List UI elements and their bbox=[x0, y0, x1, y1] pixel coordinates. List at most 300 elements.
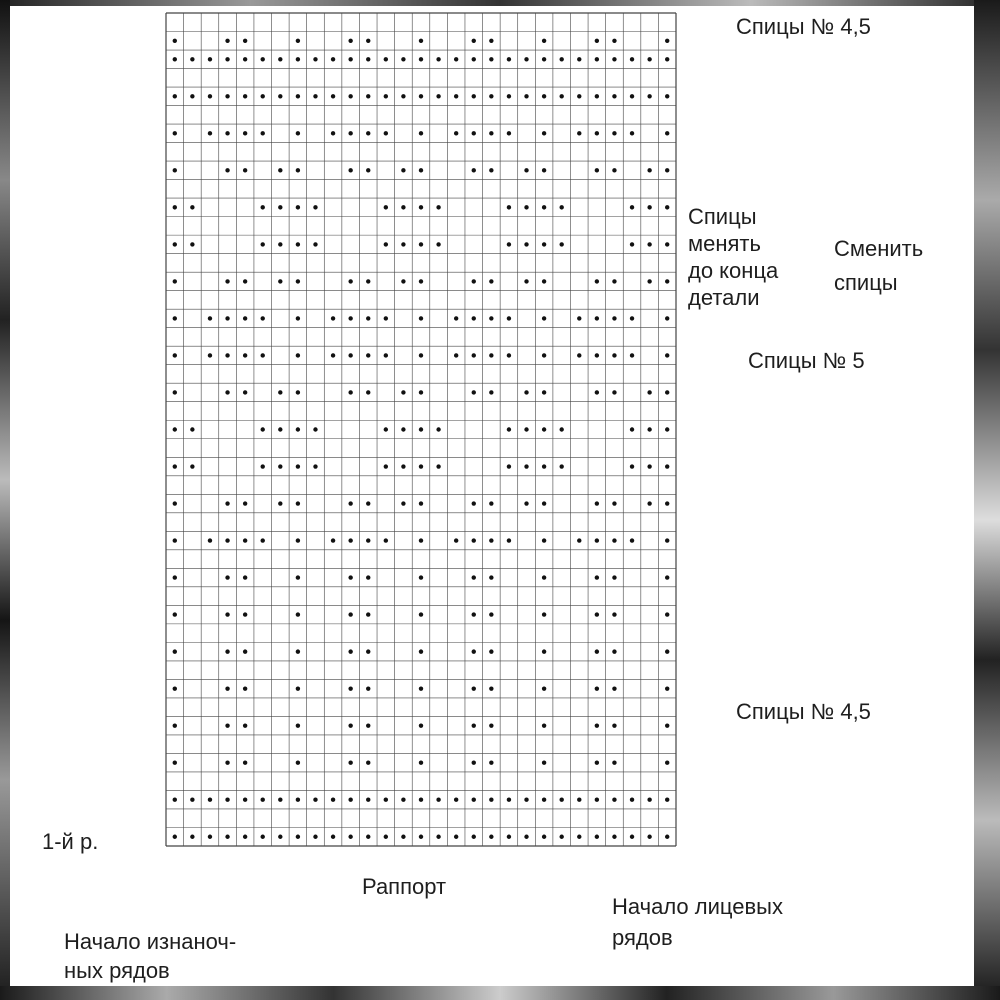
purl-dot bbox=[366, 39, 370, 43]
purl-dot bbox=[243, 761, 247, 765]
purl-dot bbox=[489, 168, 493, 172]
purl-dot bbox=[542, 501, 546, 505]
purl-dot bbox=[243, 835, 247, 839]
purl-dot bbox=[472, 279, 476, 283]
purl-dot bbox=[296, 427, 300, 431]
purl-dot bbox=[595, 612, 599, 616]
purl-dot bbox=[261, 538, 265, 542]
purl-dot bbox=[630, 464, 634, 468]
purl-dot bbox=[348, 353, 352, 357]
purl-dot bbox=[419, 501, 423, 505]
purl-dot bbox=[489, 612, 493, 616]
purl-dot bbox=[454, 798, 458, 802]
purl-dot bbox=[454, 57, 458, 61]
purl-dot bbox=[190, 94, 194, 98]
purl-dot bbox=[261, 798, 265, 802]
purl-dot bbox=[542, 168, 546, 172]
purl-dot bbox=[173, 279, 177, 283]
purl-dot bbox=[647, 835, 651, 839]
purl-dot bbox=[595, 168, 599, 172]
right-side-start-line2: рядов bbox=[612, 925, 673, 950]
purl-dot bbox=[542, 427, 546, 431]
purl-dot bbox=[243, 168, 247, 172]
purl-dot bbox=[419, 390, 423, 394]
purl-dot bbox=[595, 723, 599, 727]
purl-dot bbox=[348, 649, 352, 653]
purl-dot bbox=[665, 723, 669, 727]
purl-dot bbox=[419, 464, 423, 468]
purl-dot bbox=[173, 761, 177, 765]
purl-dot bbox=[595, 390, 599, 394]
purl-dot bbox=[542, 798, 546, 802]
purl-dot bbox=[313, 205, 317, 209]
purl-dot bbox=[243, 39, 247, 43]
purl-dot bbox=[419, 94, 423, 98]
purl-dot bbox=[647, 168, 651, 172]
purl-dot bbox=[472, 798, 476, 802]
purl-dot bbox=[595, 575, 599, 579]
purl-dot bbox=[419, 723, 423, 727]
purl-dot bbox=[384, 205, 388, 209]
purl-dot bbox=[348, 316, 352, 320]
purl-dot bbox=[612, 612, 616, 616]
purl-dot bbox=[612, 649, 616, 653]
purl-dot bbox=[665, 575, 669, 579]
purl-dot bbox=[243, 538, 247, 542]
purl-dot bbox=[331, 316, 335, 320]
purl-dot bbox=[401, 242, 405, 246]
purl-dot bbox=[261, 835, 265, 839]
purl-dot bbox=[225, 501, 229, 505]
purl-dot bbox=[507, 353, 511, 357]
change-until-end-line3: до конца bbox=[688, 258, 779, 283]
purl-dot bbox=[366, 723, 370, 727]
purl-dot bbox=[243, 649, 247, 653]
purl-dot bbox=[595, 279, 599, 283]
purl-dot bbox=[647, 205, 651, 209]
purl-dot bbox=[612, 575, 616, 579]
purl-dot bbox=[225, 538, 229, 542]
purl-dot bbox=[401, 464, 405, 468]
purl-dot bbox=[630, 242, 634, 246]
purl-dot bbox=[542, 390, 546, 394]
purl-dot bbox=[665, 168, 669, 172]
purl-dot bbox=[630, 427, 634, 431]
purl-dot bbox=[401, 168, 405, 172]
purl-dot bbox=[419, 279, 423, 283]
purl-dot bbox=[472, 723, 476, 727]
purl-dot bbox=[173, 686, 177, 690]
purl-dot bbox=[507, 94, 511, 98]
purl-dot bbox=[472, 649, 476, 653]
purl-dot bbox=[261, 353, 265, 357]
purl-dot bbox=[313, 242, 317, 246]
purl-dot bbox=[243, 353, 247, 357]
wrong-side-start-line2: ных рядов bbox=[64, 958, 170, 983]
purl-dot bbox=[313, 427, 317, 431]
purl-dot bbox=[524, 798, 528, 802]
purl-dot bbox=[208, 353, 212, 357]
purl-dot bbox=[278, 205, 282, 209]
purl-dot bbox=[348, 279, 352, 283]
purl-dot bbox=[190, 427, 194, 431]
purl-dot bbox=[489, 39, 493, 43]
purl-dot bbox=[384, 94, 388, 98]
purl-dot bbox=[507, 131, 511, 135]
purl-dot bbox=[243, 798, 247, 802]
purl-dot bbox=[559, 427, 563, 431]
purl-dot bbox=[331, 538, 335, 542]
purl-dot bbox=[524, 205, 528, 209]
purl-dot bbox=[296, 353, 300, 357]
purl-dot bbox=[595, 57, 599, 61]
purl-dot bbox=[454, 316, 458, 320]
purl-dot bbox=[542, 353, 546, 357]
purl-dot bbox=[384, 464, 388, 468]
purl-dot bbox=[208, 538, 212, 542]
purl-dot bbox=[366, 649, 370, 653]
purl-dot bbox=[384, 538, 388, 542]
purl-dot bbox=[243, 94, 247, 98]
purl-dot bbox=[366, 168, 370, 172]
purl-dot bbox=[173, 131, 177, 135]
purl-dot bbox=[665, 353, 669, 357]
purl-dot bbox=[313, 798, 317, 802]
purl-dot bbox=[261, 464, 265, 468]
purl-dot bbox=[489, 57, 493, 61]
purl-dot bbox=[348, 612, 352, 616]
purl-dot bbox=[489, 798, 493, 802]
purl-dot bbox=[507, 242, 511, 246]
purl-dot bbox=[419, 835, 423, 839]
purl-dot bbox=[542, 39, 546, 43]
purl-dot bbox=[190, 835, 194, 839]
purl-dot bbox=[173, 427, 177, 431]
purl-dot bbox=[348, 538, 352, 542]
purl-dot bbox=[243, 131, 247, 135]
purl-dot bbox=[559, 57, 563, 61]
purl-dot bbox=[173, 205, 177, 209]
change-until-end-line1: Спицы bbox=[688, 204, 757, 229]
purl-dot bbox=[419, 168, 423, 172]
purl-dot bbox=[524, 427, 528, 431]
purl-dot bbox=[366, 390, 370, 394]
purl-dot bbox=[647, 390, 651, 394]
purl-dot bbox=[225, 835, 229, 839]
purl-dot bbox=[507, 464, 511, 468]
purl-dot bbox=[647, 501, 651, 505]
purl-dot bbox=[348, 39, 352, 43]
purl-dot bbox=[208, 798, 212, 802]
purl-dot bbox=[296, 390, 300, 394]
purl-dot bbox=[507, 316, 511, 320]
purl-dot bbox=[278, 279, 282, 283]
change-needles-line1: Сменить bbox=[834, 236, 924, 261]
purl-dot bbox=[577, 131, 581, 135]
purl-dot bbox=[630, 798, 634, 802]
purl-dot bbox=[542, 94, 546, 98]
purl-dot bbox=[472, 835, 476, 839]
purl-dot bbox=[472, 538, 476, 542]
purl-dot bbox=[489, 538, 493, 542]
purl-dot bbox=[436, 94, 440, 98]
first-row-label: 1-й р. bbox=[42, 829, 99, 854]
purl-dot bbox=[419, 686, 423, 690]
purl-dot bbox=[348, 131, 352, 135]
needles-size-top-label: Спицы № 4,5 bbox=[736, 14, 871, 39]
purl-dot bbox=[612, 39, 616, 43]
purl-dot bbox=[647, 242, 651, 246]
purl-dot bbox=[225, 390, 229, 394]
purl-dot bbox=[366, 761, 370, 765]
purl-dot bbox=[524, 279, 528, 283]
purl-dot bbox=[401, 501, 405, 505]
purl-dot bbox=[296, 798, 300, 802]
purl-dot bbox=[190, 798, 194, 802]
purl-dot bbox=[243, 686, 247, 690]
purl-dot bbox=[419, 131, 423, 135]
purl-dot bbox=[647, 279, 651, 283]
purl-dot bbox=[173, 353, 177, 357]
purl-dot bbox=[595, 761, 599, 765]
purl-dot bbox=[331, 353, 335, 357]
purl-dot bbox=[225, 316, 229, 320]
purl-dot bbox=[419, 612, 423, 616]
purl-dot bbox=[173, 612, 177, 616]
purl-dot bbox=[542, 242, 546, 246]
purl-dot bbox=[261, 242, 265, 246]
purl-dot bbox=[225, 723, 229, 727]
purl-dot bbox=[665, 761, 669, 765]
purl-dot bbox=[612, 723, 616, 727]
purl-dot bbox=[454, 131, 458, 135]
purl-dot bbox=[173, 390, 177, 394]
purl-dot bbox=[489, 723, 493, 727]
purl-dot bbox=[296, 761, 300, 765]
purl-dot bbox=[612, 798, 616, 802]
purl-dot bbox=[612, 279, 616, 283]
purl-dot bbox=[384, 427, 388, 431]
purl-dot bbox=[348, 686, 352, 690]
purl-dot bbox=[208, 316, 212, 320]
purl-dot bbox=[489, 316, 493, 320]
purl-dot bbox=[296, 39, 300, 43]
purl-dot bbox=[647, 798, 651, 802]
purl-dot bbox=[296, 168, 300, 172]
purl-dot bbox=[261, 205, 265, 209]
purl-dot bbox=[348, 168, 352, 172]
purl-dot bbox=[331, 835, 335, 839]
purl-dot bbox=[542, 612, 546, 616]
purl-dot bbox=[665, 131, 669, 135]
purl-dot bbox=[489, 575, 493, 579]
purl-dot bbox=[296, 501, 300, 505]
purl-dot bbox=[278, 501, 282, 505]
purl-dot bbox=[472, 316, 476, 320]
purl-dot bbox=[612, 538, 616, 542]
purl-dot bbox=[225, 686, 229, 690]
purl-dot bbox=[296, 279, 300, 283]
purl-dot bbox=[559, 835, 563, 839]
purl-dot bbox=[595, 316, 599, 320]
purl-dot bbox=[472, 94, 476, 98]
purl-dot bbox=[296, 94, 300, 98]
purl-dot bbox=[665, 390, 669, 394]
purl-dot bbox=[612, 835, 616, 839]
purl-dot bbox=[296, 242, 300, 246]
purl-dot bbox=[366, 798, 370, 802]
purl-dot bbox=[612, 57, 616, 61]
purl-dot bbox=[665, 427, 669, 431]
purl-dot bbox=[173, 316, 177, 320]
change-until-end-line2: менять bbox=[688, 231, 761, 256]
purl-dot bbox=[401, 390, 405, 394]
purl-dot bbox=[225, 798, 229, 802]
purl-dot bbox=[243, 279, 247, 283]
purl-dot bbox=[173, 649, 177, 653]
purl-dot bbox=[419, 39, 423, 43]
purl-dot bbox=[225, 353, 229, 357]
purl-dot bbox=[665, 798, 669, 802]
purl-dot bbox=[419, 649, 423, 653]
purl-dot bbox=[577, 798, 581, 802]
purl-dot bbox=[313, 464, 317, 468]
purl-dot bbox=[542, 316, 546, 320]
change-until-end-line4: детали bbox=[688, 285, 760, 310]
purl-dot bbox=[524, 835, 528, 839]
purl-dot bbox=[225, 279, 229, 283]
purl-dot bbox=[665, 57, 669, 61]
purl-dot bbox=[190, 205, 194, 209]
purl-dot bbox=[331, 94, 335, 98]
change-needles-line2: спицы bbox=[834, 270, 898, 295]
purl-dot bbox=[278, 94, 282, 98]
purl-dot bbox=[507, 57, 511, 61]
purl-dot bbox=[419, 242, 423, 246]
purl-dot bbox=[436, 798, 440, 802]
purl-dot bbox=[665, 649, 669, 653]
purl-dot bbox=[278, 390, 282, 394]
purl-dot bbox=[559, 205, 563, 209]
purl-dot bbox=[296, 723, 300, 727]
purl-dot bbox=[296, 686, 300, 690]
purl-dot bbox=[331, 798, 335, 802]
purl-dot bbox=[612, 353, 616, 357]
purl-dot bbox=[296, 205, 300, 209]
purl-dot bbox=[577, 835, 581, 839]
purl-dot bbox=[313, 57, 317, 61]
purl-dot bbox=[612, 316, 616, 320]
purl-dot bbox=[542, 57, 546, 61]
purl-dot bbox=[173, 168, 177, 172]
purl-dot bbox=[366, 686, 370, 690]
purl-dot bbox=[366, 279, 370, 283]
purl-dot bbox=[278, 57, 282, 61]
purl-dot bbox=[489, 835, 493, 839]
purl-dot bbox=[577, 94, 581, 98]
purl-dot bbox=[331, 57, 335, 61]
purl-dot bbox=[225, 94, 229, 98]
purl-dot bbox=[348, 57, 352, 61]
purl-dot bbox=[647, 464, 651, 468]
purl-dot bbox=[419, 575, 423, 579]
purl-dot bbox=[595, 131, 599, 135]
purl-dot bbox=[366, 57, 370, 61]
purl-dot bbox=[630, 353, 634, 357]
purl-dot bbox=[507, 835, 511, 839]
purl-dot bbox=[436, 835, 440, 839]
purl-dot bbox=[243, 575, 247, 579]
purl-dot bbox=[524, 94, 528, 98]
purl-dot bbox=[261, 427, 265, 431]
purl-dot bbox=[225, 39, 229, 43]
purl-dot bbox=[489, 94, 493, 98]
purl-dot bbox=[524, 242, 528, 246]
purl-dot bbox=[419, 353, 423, 357]
purl-dot bbox=[665, 501, 669, 505]
purl-dot bbox=[665, 686, 669, 690]
purl-dot bbox=[595, 798, 599, 802]
purl-dot bbox=[436, 242, 440, 246]
purl-dot bbox=[173, 575, 177, 579]
purl-dot bbox=[384, 316, 388, 320]
purl-dot bbox=[489, 353, 493, 357]
purl-dot bbox=[577, 316, 581, 320]
purl-dot bbox=[366, 316, 370, 320]
purl-dot bbox=[630, 94, 634, 98]
purl-dot bbox=[348, 575, 352, 579]
purl-dot bbox=[296, 538, 300, 542]
purl-dot bbox=[630, 131, 634, 135]
purl-dot bbox=[665, 464, 669, 468]
purl-dot bbox=[612, 501, 616, 505]
purl-dot bbox=[348, 761, 352, 765]
purl-dot bbox=[366, 353, 370, 357]
purl-dot bbox=[419, 538, 423, 542]
purl-dot bbox=[612, 131, 616, 135]
purl-dot bbox=[384, 242, 388, 246]
purl-dot bbox=[507, 205, 511, 209]
purl-dot bbox=[190, 464, 194, 468]
purl-dot bbox=[401, 279, 405, 283]
purl-dot bbox=[401, 835, 405, 839]
purl-dot bbox=[190, 57, 194, 61]
purl-dot bbox=[173, 94, 177, 98]
purl-dot bbox=[190, 242, 194, 246]
purl-dot bbox=[612, 168, 616, 172]
purl-dot bbox=[348, 390, 352, 394]
wrong-side-start-line1: Начало изнаноч- bbox=[64, 929, 237, 954]
purl-dot bbox=[278, 427, 282, 431]
purl-dot bbox=[630, 835, 634, 839]
purl-dot bbox=[348, 723, 352, 727]
purl-dot bbox=[559, 798, 563, 802]
purl-dot bbox=[296, 464, 300, 468]
purl-dot bbox=[366, 131, 370, 135]
purl-dot bbox=[665, 538, 669, 542]
purl-dot bbox=[278, 798, 282, 802]
purl-dot bbox=[472, 575, 476, 579]
purl-dot bbox=[489, 761, 493, 765]
purl-dot bbox=[542, 575, 546, 579]
purl-dot bbox=[524, 464, 528, 468]
purl-dot bbox=[261, 94, 265, 98]
purl-dot bbox=[278, 835, 282, 839]
repeat-label: Раппорт bbox=[362, 874, 447, 899]
purl-dot bbox=[630, 538, 634, 542]
purl-dot bbox=[313, 94, 317, 98]
purl-dot bbox=[436, 464, 440, 468]
